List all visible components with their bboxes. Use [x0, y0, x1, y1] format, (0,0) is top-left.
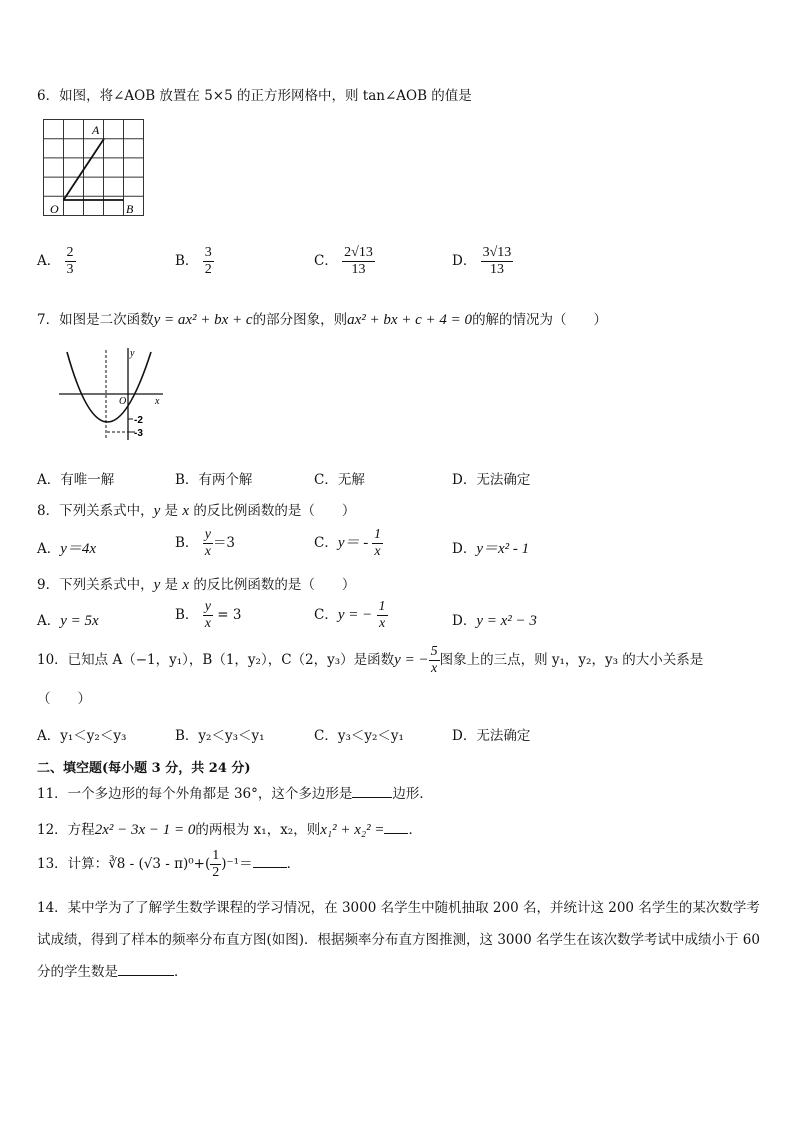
fraction: $\frac{3}{2}$	[204, 245, 212, 277]
q9-option-a[interactable]: A．y = 5x	[37, 613, 99, 629]
q8-option-c[interactable]: C．y＝ - $\frac{1}{x}$	[314, 527, 381, 559]
q6-option-d[interactable]: D． $\frac{3√13}{13}$	[452, 245, 512, 277]
q7-function: y = ax² + bx + c	[153, 312, 253, 328]
fraction: $\frac{3√13}{13}$	[482, 245, 512, 277]
label-o: O	[50, 202, 59, 216]
q11-text: 11．一个多边形的每个外角都是 36°，这个多边形是 边形．	[37, 786, 433, 802]
fraction: $\frac{y}{x}$	[204, 527, 211, 559]
section-title: 二、填空题(每小题 3 分，共 24 分)	[37, 761, 251, 776]
fraction: $\frac{2}{3}$	[66, 245, 74, 277]
q10-option-b[interactable]: B．y₂＜y₃＜y₁	[175, 728, 265, 744]
q7-option-a[interactable]: A．有唯一解	[37, 472, 115, 488]
label-b: B	[126, 202, 134, 216]
answer-blank[interactable]	[384, 821, 408, 834]
q10-option-a[interactable]: A．y₁＜y₂＜y₃	[37, 728, 127, 744]
q14-line2: 试成绩，得到了样本的频率分布直方图(如图)．根据频率分布直方图推测，这 3000 名学生在该次数学考试中成绩小于 60	[37, 932, 760, 948]
q6-option-b[interactable]: B． $\frac{3}{2}$	[175, 245, 212, 277]
q10-text: 10．已知点 A（−1，y₁），B（1，y₂），C（2，y₃）是函数y = − $\frac{5}{x}$ 图象上的三点，则 y₁，y₂，y₃ 的大小关系是	[37, 644, 704, 676]
q10-option-c[interactable]: C．y₃＜y₂＜y₁	[314, 728, 404, 744]
answer-blank[interactable]	[352, 785, 392, 798]
q9-text: 9．下列关系式中，y 是 x 的反比例函数的是（ ）	[37, 577, 356, 593]
q8-option-d[interactable]: D．y＝x² - 1	[452, 541, 530, 557]
fraction: $\frac{1}{2}$	[212, 848, 220, 880]
tick-label-neg3: -3	[134, 428, 143, 439]
q12-text: 12．方程2x² − 3x − 1 = 0的两根为 x₁，x₂，则x₁² + x₂² = ．	[37, 822, 422, 838]
y-label: y	[130, 348, 135, 359]
fraction: $\frac{1}{x}$	[378, 599, 386, 631]
q6-option-c[interactable]: C． $\frac{2√13}{13}$	[314, 245, 373, 277]
q9-option-c[interactable]: C．y = − $\frac{1}{x}$	[314, 599, 386, 631]
q7-option-b[interactable]: B．有两个解	[175, 472, 253, 488]
q7-option-d[interactable]: D．无法确定	[452, 472, 531, 488]
q7-equation: ax² + bx + c + 4 = 0	[347, 312, 473, 328]
q8-option-a[interactable]: A．y＝4x	[37, 541, 97, 557]
q9-option-d[interactable]: D．y = x² − 3	[452, 613, 537, 629]
tick-label-neg2: -2	[134, 415, 143, 426]
parabola-curve	[67, 352, 151, 422]
q6-text: 6．如图，将∠AOB 放置在 5×5 的正方形网格中，则 tan∠AOB 的值是	[37, 88, 472, 104]
answer-blank[interactable]	[253, 855, 287, 868]
fraction: $\frac{2√13}{13}$	[344, 245, 373, 277]
q6-option-a[interactable]: A． $\frac{2}{3}$	[37, 245, 74, 277]
fraction: $\frac{y}{x}$	[204, 599, 211, 631]
answer-blank[interactable]	[118, 963, 174, 976]
q10-option-d[interactable]: D．无法确定	[452, 728, 531, 744]
fraction: $\frac{5}{x}$	[430, 644, 438, 676]
q13-text: 13．计算：∛8 - (√3 - π)⁰+( $\frac{1}{2}$ )⁻¹＝ ．	[37, 848, 301, 880]
q14-line3: 分的学生数是 ．	[37, 964, 188, 980]
q6-grid-figure	[42, 118, 146, 218]
origin-label: O	[119, 396, 127, 407]
q8-option-b[interactable]: B． $\frac{y}{x}$ ＝3	[175, 527, 236, 559]
q9-option-b[interactable]: B． $\frac{y}{x}$ = 3	[175, 599, 242, 631]
q7-parabola-figure	[55, 344, 170, 444]
q7-text: 7．如图是二次函数y = ax² + bx + c的部分图象，则ax² + bx + c + 4 = 0的解的情况为（ ）	[37, 312, 608, 328]
q7-option-c[interactable]: C．无解	[314, 472, 365, 488]
q14-line1: 14．某中学为了了解学生数学课程的学习情况，在 3000 名学生中随机抽取 200 名，并统计这 200 名学生的某次数学考	[37, 900, 760, 916]
x-label: x	[155, 396, 160, 407]
q8-text: 8．下列关系式中，y 是 x 的反比例函数的是（ ）	[37, 503, 356, 519]
q10-paren: （ ）	[37, 691, 91, 707]
label-a: A	[92, 123, 100, 137]
fraction: $\frac{1}{x}$	[374, 527, 381, 559]
